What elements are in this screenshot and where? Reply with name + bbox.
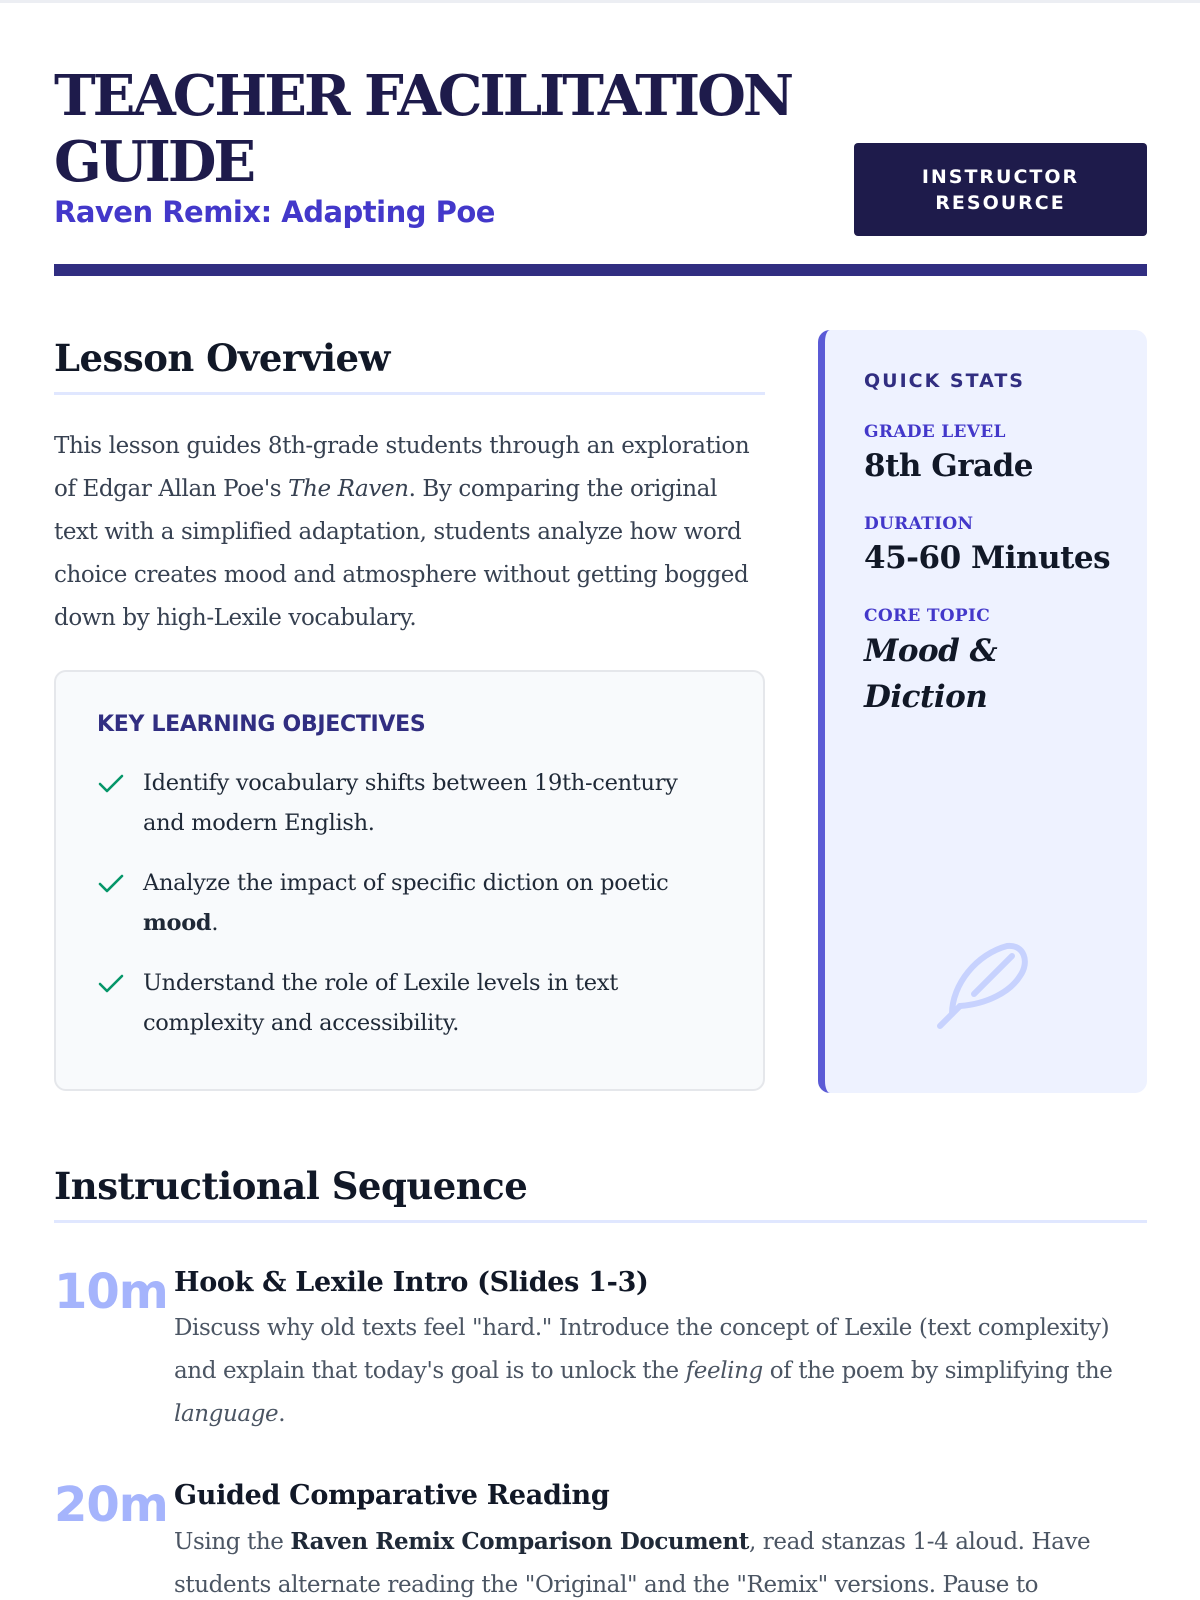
heading-divider xyxy=(54,1220,1147,1223)
grade-level-label: GRADE LEVEL xyxy=(864,422,1006,442)
objectives-title: KEY LEARNING OBJECTIVES xyxy=(97,712,426,737)
page-header xyxy=(54,63,1147,238)
lesson-overview-heading: Lesson Overview xyxy=(54,336,390,380)
check-icon xyxy=(97,972,125,996)
poem-title: The Raven xyxy=(288,476,409,502)
check-icon xyxy=(97,772,125,796)
grade-level-value: 8th Grade xyxy=(864,448,1034,484)
instructor-resource-badge: INSTRUCTOR RESOURCE xyxy=(854,143,1147,236)
check-icon xyxy=(97,872,125,896)
sequence-step xyxy=(54,1478,1147,1600)
lesson-overview-text: This lesson guides 8th-grade students through an exploration of Edgar Allan Poe's The Raven. By comparing the original text with a simplified adaptation, students analyze how word choice creates mood and atmosphere without getting bogged down by high-Lexile vocabulary. xyxy=(54,433,750,631)
objective-item: Identify vocabulary shifts between 19th-century and modern English. xyxy=(97,763,723,843)
step-description: Discuss why old texts feel "hard." Introduce the concept of Lexile (text complexity) and explain that today's goal is to unlock the feeling of the poem by simplifying the language. xyxy=(174,1315,1113,1427)
step-description: Using the Raven Remix Comparison Document, read stanzas 1-4 aloud. Have students alternate reading the "Original" and the "Remix" versions. Pause to xyxy=(174,1528,1091,1598)
header-divider xyxy=(54,264,1147,276)
page-title: TEACHER FACILITATION GUIDE xyxy=(54,63,792,195)
feather-icon xyxy=(932,934,1032,1034)
lesson-overview-section xyxy=(54,330,765,1091)
objective-item: Understand the role of Lexile levels in text complexity and accessibility. xyxy=(97,963,723,1043)
heading-divider xyxy=(54,392,765,395)
objectives-list xyxy=(97,763,723,1043)
core-topic-label: CORE TOPIC xyxy=(864,606,991,626)
page-subtitle: Raven Remix: Adapting Poe xyxy=(54,195,495,229)
sequence-step xyxy=(54,1265,1147,1436)
step-time: 10m xyxy=(54,1264,168,1320)
quick-stats-panel xyxy=(818,330,1147,1093)
objective-item: Analyze the impact of specific diction on poetic mood. xyxy=(97,863,723,943)
step-title: Hook & Lexile Intro (Slides 1-3) xyxy=(174,1267,649,1298)
duration-value: 45-60 Minutes xyxy=(864,540,1111,576)
step-title: Guided Comparative Reading xyxy=(174,1480,610,1511)
learning-objectives-box xyxy=(54,670,765,1091)
core-topic-value: Mood & Diction xyxy=(864,633,998,715)
quick-stats-title: QUICK STATS xyxy=(864,370,1025,392)
document-name: Raven Remix Comparison Document xyxy=(290,1528,749,1555)
duration-label: DURATION xyxy=(864,514,974,534)
step-time: 20m xyxy=(54,1477,168,1533)
instructional-sequence-section xyxy=(54,1158,1147,1600)
instructional-sequence-heading: Instructional Sequence xyxy=(54,1164,528,1208)
